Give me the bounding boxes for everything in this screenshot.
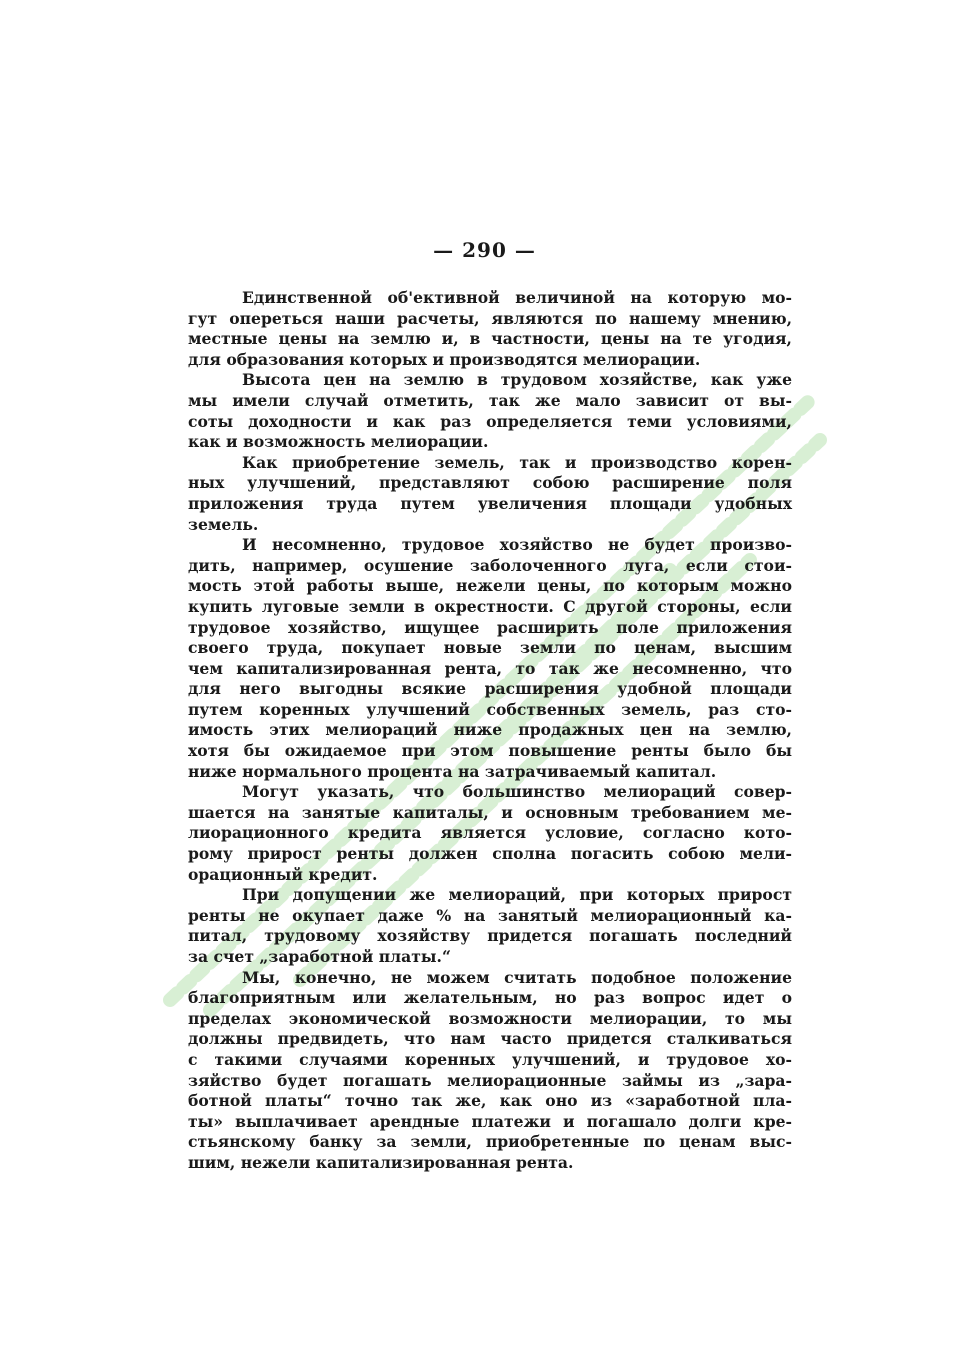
text-line: ренты не окупает даже % на занятый мелиорационный ка- <box>188 905 792 925</box>
text-line: хотя бы ожидаемое при этом повышение ренты было бы <box>188 741 792 761</box>
text-line: И несомненно, трудовое хозяйство не будет произво- <box>242 535 792 555</box>
text-line: путем коренных улучшений собственных земель, раз сто- <box>188 699 792 719</box>
text-line: ты» выплачивает арендные платежи и погашало долги кре- <box>188 1111 792 1131</box>
text-line: для образования которых и производятся мелиорации. <box>188 349 701 369</box>
text-line: купить луговые земли в окрестности. С другой стороны, если <box>188 596 792 616</box>
text-line: должны предвидеть, что нам часто придется сталкиваться <box>188 1029 792 1049</box>
text-line: Высота цен на землю в трудовом хозяйстве, как уже <box>242 370 792 390</box>
text-line: чем капитализированная рента, то так же несомненно, что <box>188 658 792 678</box>
text-line: для него выгодны всякие расширения удобной площади <box>188 679 792 699</box>
text-line: ботной платы“ точно так же, как оно из «заработной пла- <box>188 1091 792 1111</box>
text-line: гут опереться наши расчеты, являются по нашему мнению, <box>188 308 792 328</box>
text-line: дить, например, осушение заболоченного луга, если стои- <box>188 555 792 575</box>
text-line: Единственной об'ективной величиной на которую мо- <box>242 288 792 307</box>
text-line: как и возможность мелиорации. <box>188 432 489 452</box>
text-line: зяйство будет погашать мелиорационные займы из „зара- <box>188 1070 792 1090</box>
text-line: мость этой работы выше, нежели цены, по которым можно <box>188 576 792 596</box>
text-line: местные цены на землю и, в частности, цены на те угодия, <box>188 329 792 349</box>
text-line: шим, нежели капитализированная рента. <box>188 1152 574 1172</box>
text-line: Могут указать, что большинство мелиораций совер- <box>242 782 792 802</box>
text-line: Мы, конечно, не можем считать подобное положение <box>242 967 792 987</box>
text-line: соты доходности и как раз определяется теми условиями, <box>188 411 792 431</box>
text-line: имость этих мелиораций ниже продажных цен на землю, <box>188 720 792 740</box>
text-line: с такими случаями коренных улучшений, и трудовое хо- <box>188 1049 792 1069</box>
page-number: — 290 — <box>433 238 536 262</box>
text-line: Как приобретение земель, так и производство корен- <box>242 452 792 472</box>
body-text <box>188 288 792 1174</box>
text-line: приложения труда путем увеличения площади удобных <box>188 493 792 513</box>
text-line: земель. <box>188 514 259 534</box>
text-line: ниже нормального процента на затрачиваемый капитал. <box>188 761 717 781</box>
text-line: стьянскому банку за земли, приобретенные по ценам выс- <box>188 1132 792 1152</box>
text-line: трудовое хозяйство, ищущее расширить поле приложения <box>188 617 792 637</box>
text-line: мы имели случай отметить, так же мало зависит от вы- <box>188 390 792 410</box>
text-line: лиорационного кредита является условие, согласно кото- <box>188 823 792 843</box>
text-line: При допущении же мелиораций, при которых прирост <box>242 885 792 905</box>
text-line: шается на занятые капиталы, и основным требованием ме- <box>188 802 792 822</box>
text-line: питал, трудовому хозяйству придется погашать последний <box>188 926 792 946</box>
text-line: благоприятным или желательным, но раз вопрос идет о <box>188 988 792 1008</box>
text-line: рому прирост ренты должен сполна погасить собою мели- <box>188 844 792 864</box>
text-line: пределах экономической возможности мелиорации, то мы <box>188 1008 792 1028</box>
text-line: орационный кредит. <box>188 864 378 884</box>
text-line: своего труда, покупает новые земли по ценам, высшим <box>188 638 792 658</box>
text-line: за счет „заработной платы.“ <box>188 947 451 966</box>
text-line: ных улучшений, представляют собою расширение поля <box>188 473 792 493</box>
